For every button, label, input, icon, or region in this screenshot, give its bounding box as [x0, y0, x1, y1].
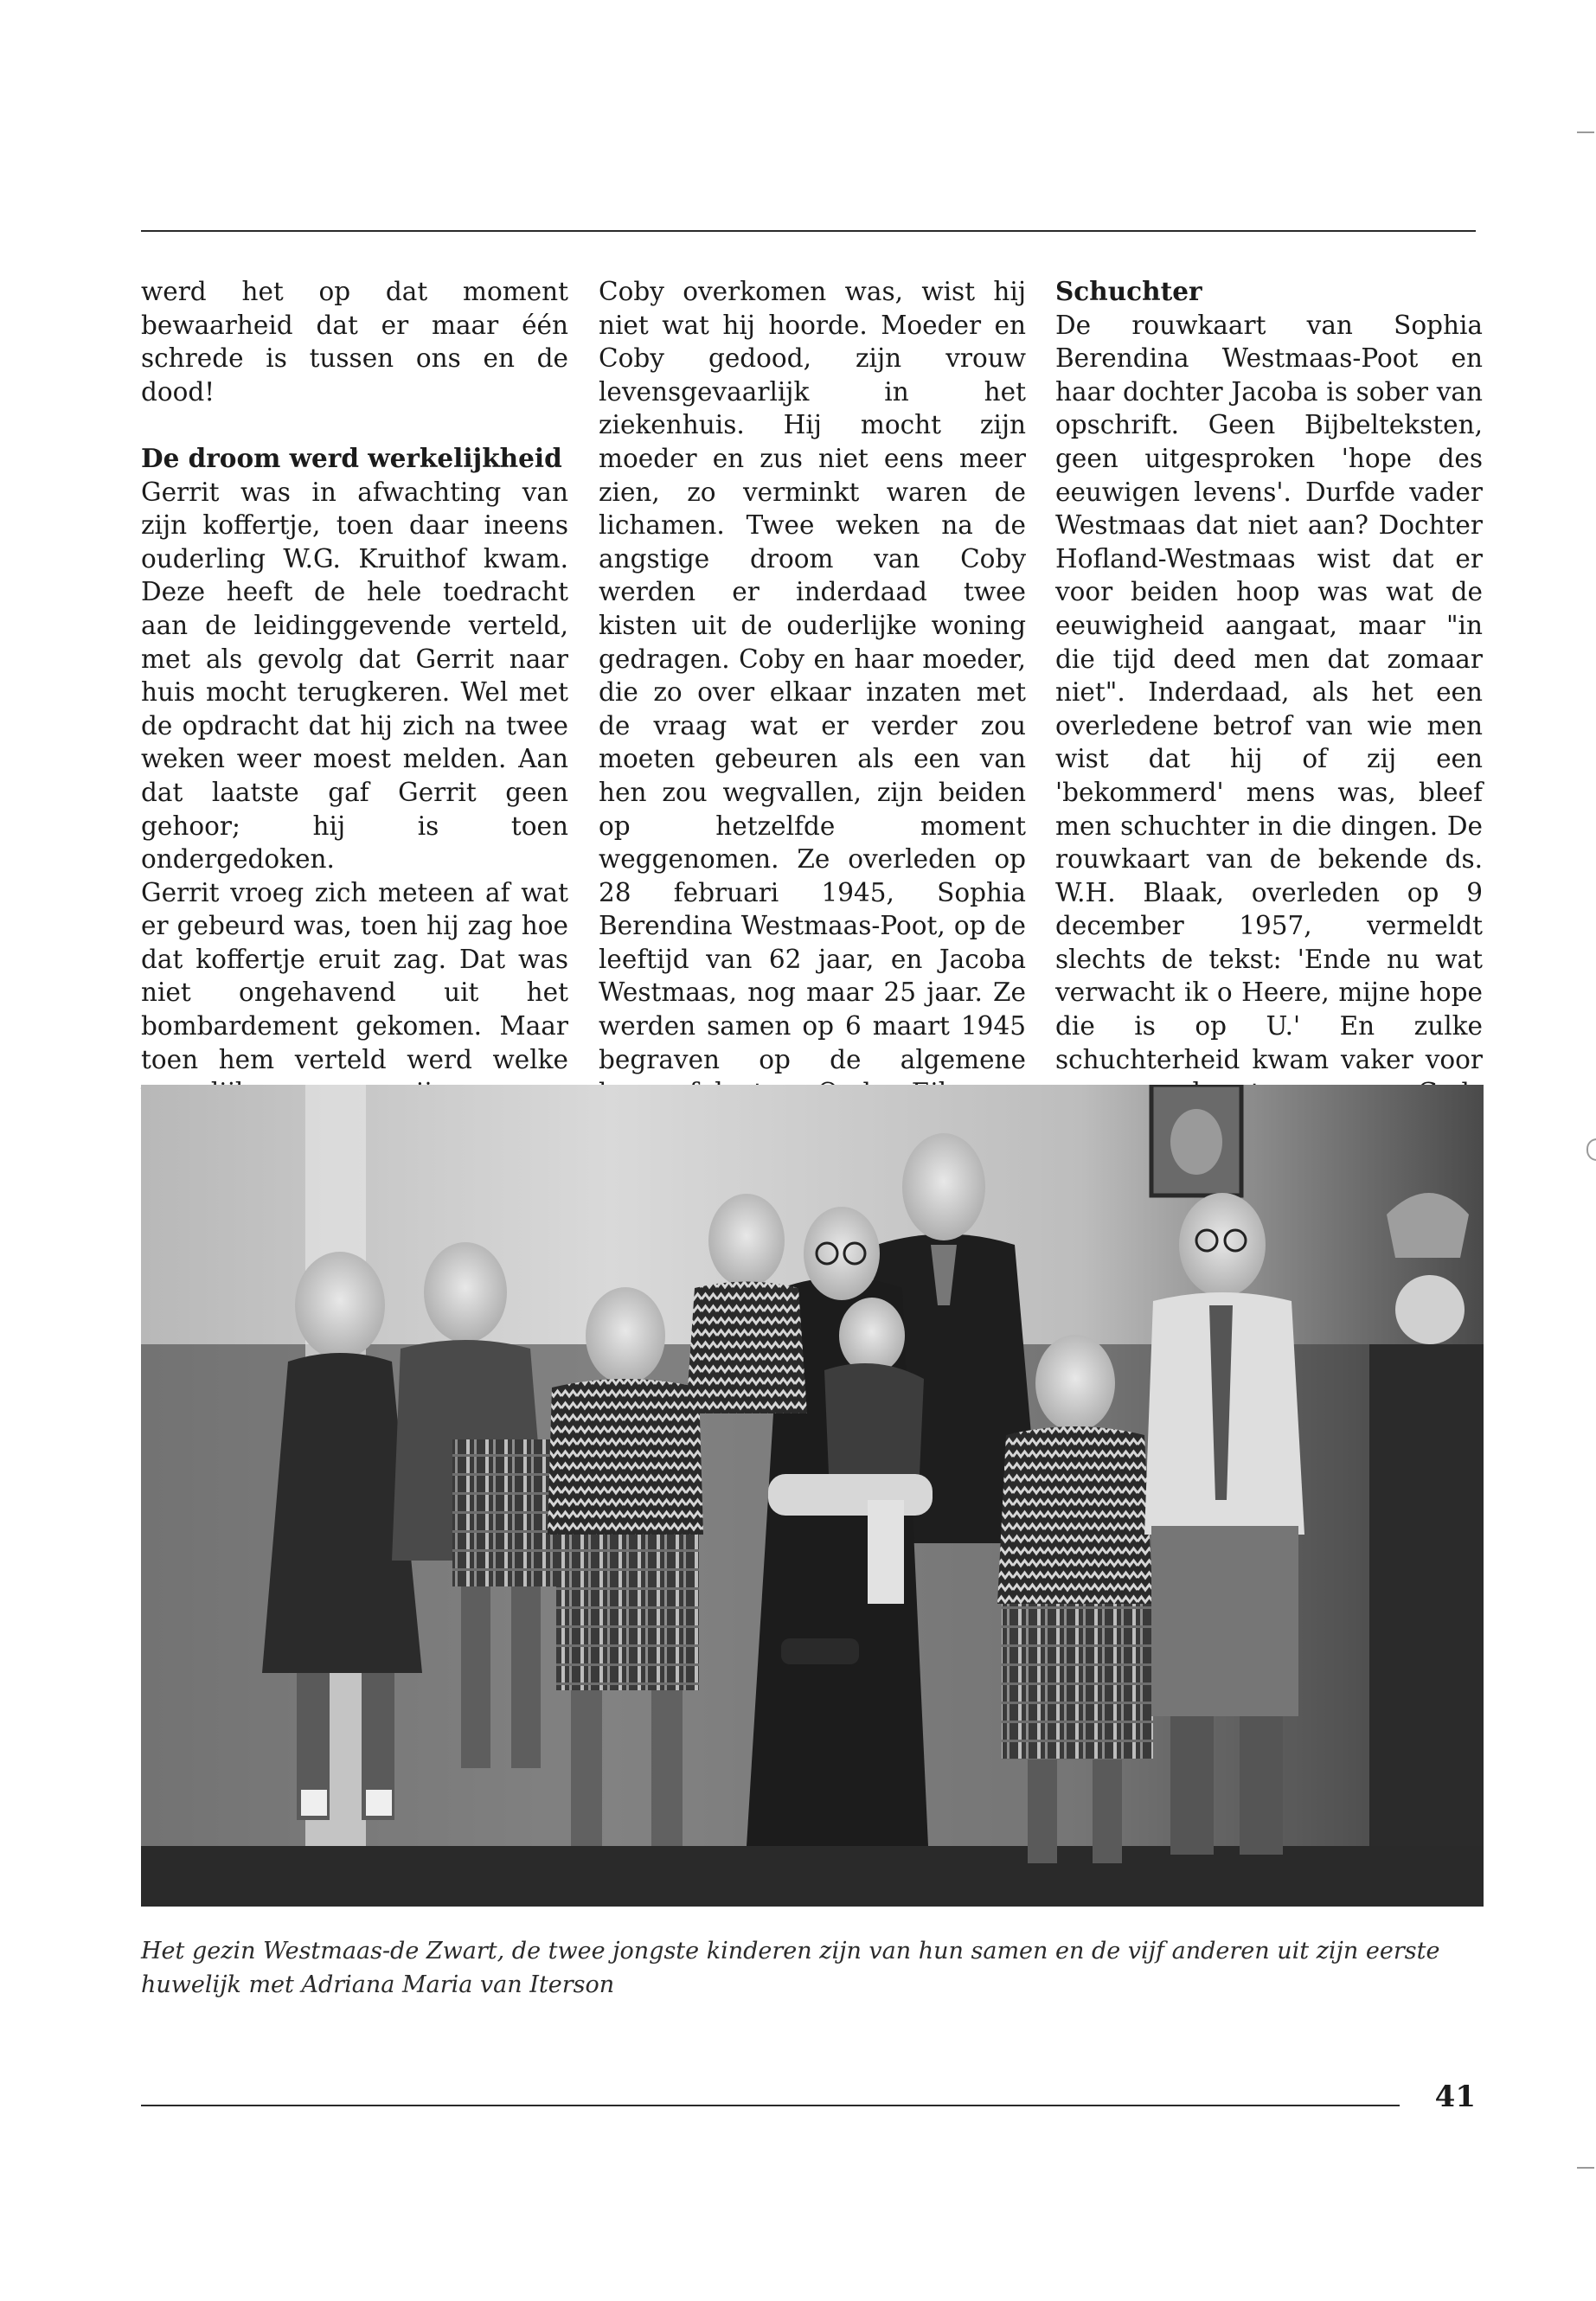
crop-mark-bottom — [1577, 2167, 1594, 2169]
paragraph-intro: werd het op dat moment bewaarheid dat er maar één schrede is tussen ons en de dood! — [141, 277, 568, 407]
text-column-1 — [141, 275, 568, 1143]
text-column-3 — [1055, 275, 1483, 1143]
photo-illustration — [141, 1085, 1484, 1907]
section-heading-schuchter: Schuchter — [1055, 276, 1202, 306]
paragraph: Coby overkomen was, wist hij niet wat hij hoorde. Moeder en Coby gedood, zijn vrouw levensgevaarlijk in het ziekenhuis. Hij mocht zijn moeder en zus niet eens meer zien, zo verminkt waren de lichamen. Twee weken na de angstige droom van Coby werden er inderdaad twee kisten uit de ouderlijke woning gedragen. Coby en haar moeder, die zo over elkaar inzaten met de vraag wat er verder zou moeten gebeuren als een van hen zou wegvallen, zijn beiden op hetzelfde moment weggenomen. Ze overleden op 28 februari 1945, Sophia Berendina Westmaas-Poot, op de leeftijd van 62 jaar, en Jacoba Westmaas, nog maar 25 jaar. Ze werden samen op 6 maart 1945 begraven op de algemene — [599, 277, 1026, 1074]
family-photograph — [141, 1085, 1484, 1907]
header-rule — [141, 230, 1476, 232]
page-number: 41 — [1434, 2080, 1476, 2114]
section-heading-droom: De droom werd werkelijkheid — [141, 442, 562, 473]
paragraph: Gerrit was in afwachting van zijn koffertje, toen daar ineens ouderling W.G. Kruithof kwam. Deze heeft de hele toedracht aan de leidinggevende verteld, met als gevolg dat Gerrit naar huis mocht terugkeren. Wel met de opdracht dat hij zich na twee weken weer moest melden. Aan dat laatste gaf Gerrit geen gehoor; hij is toen ondergedoken. — [141, 477, 568, 875]
text-column-2 — [599, 275, 1026, 1143]
crop-mark-top — [1577, 131, 1594, 133]
footer-rule — [141, 2105, 1400, 2106]
photo-caption: Het gezin Westmaas-de Zwart, de twee jongste kinderen zijn van hun samen en de vijf anderen uit zijn eerste huwelijk met Adriana Maria van Iterson — [141, 1938, 1440, 1998]
paragraph: Gerrit vroeg zich meteen af wat er gebeurd was, toen hij zag hoe dat koffertje eruit zag. Dat was niet ongehavend uit het bombardement gekomen. Maar toen hem verteld werd welke — [141, 877, 568, 1074]
registration-mark — [1586, 1138, 1596, 1161]
paragraph: De rouwkaart van Sophia Berendina Westmaas-Poot en haar dochter Jacoba is sober van opschrift. Geen Bijbelteksten, geen uitgesproken 'hope des eeuwigen levens'. Durfde vader Westmaas dat niet aan? Dochter Hofland-Westmaas wist dat er voor beiden hoop was wat de eeuwigheid aangaat, maar "in die tijd deed men dat zomaar niet". Inderdaad, als het een overledene betrof van wie men wist dat hij of zij een 'bekommerd' mens was, bleef men schuchter in die dingen. De rouwkaart van de bekende ds. W.H. Blaak, overleden op 9 december 1957, vermeldt slechts de tekst: 'Ende nu wat verwacht ik o Heere, mijne hope die is op U.' En zulke schuchterheid kwam vaker voor — [1055, 310, 1483, 1074]
